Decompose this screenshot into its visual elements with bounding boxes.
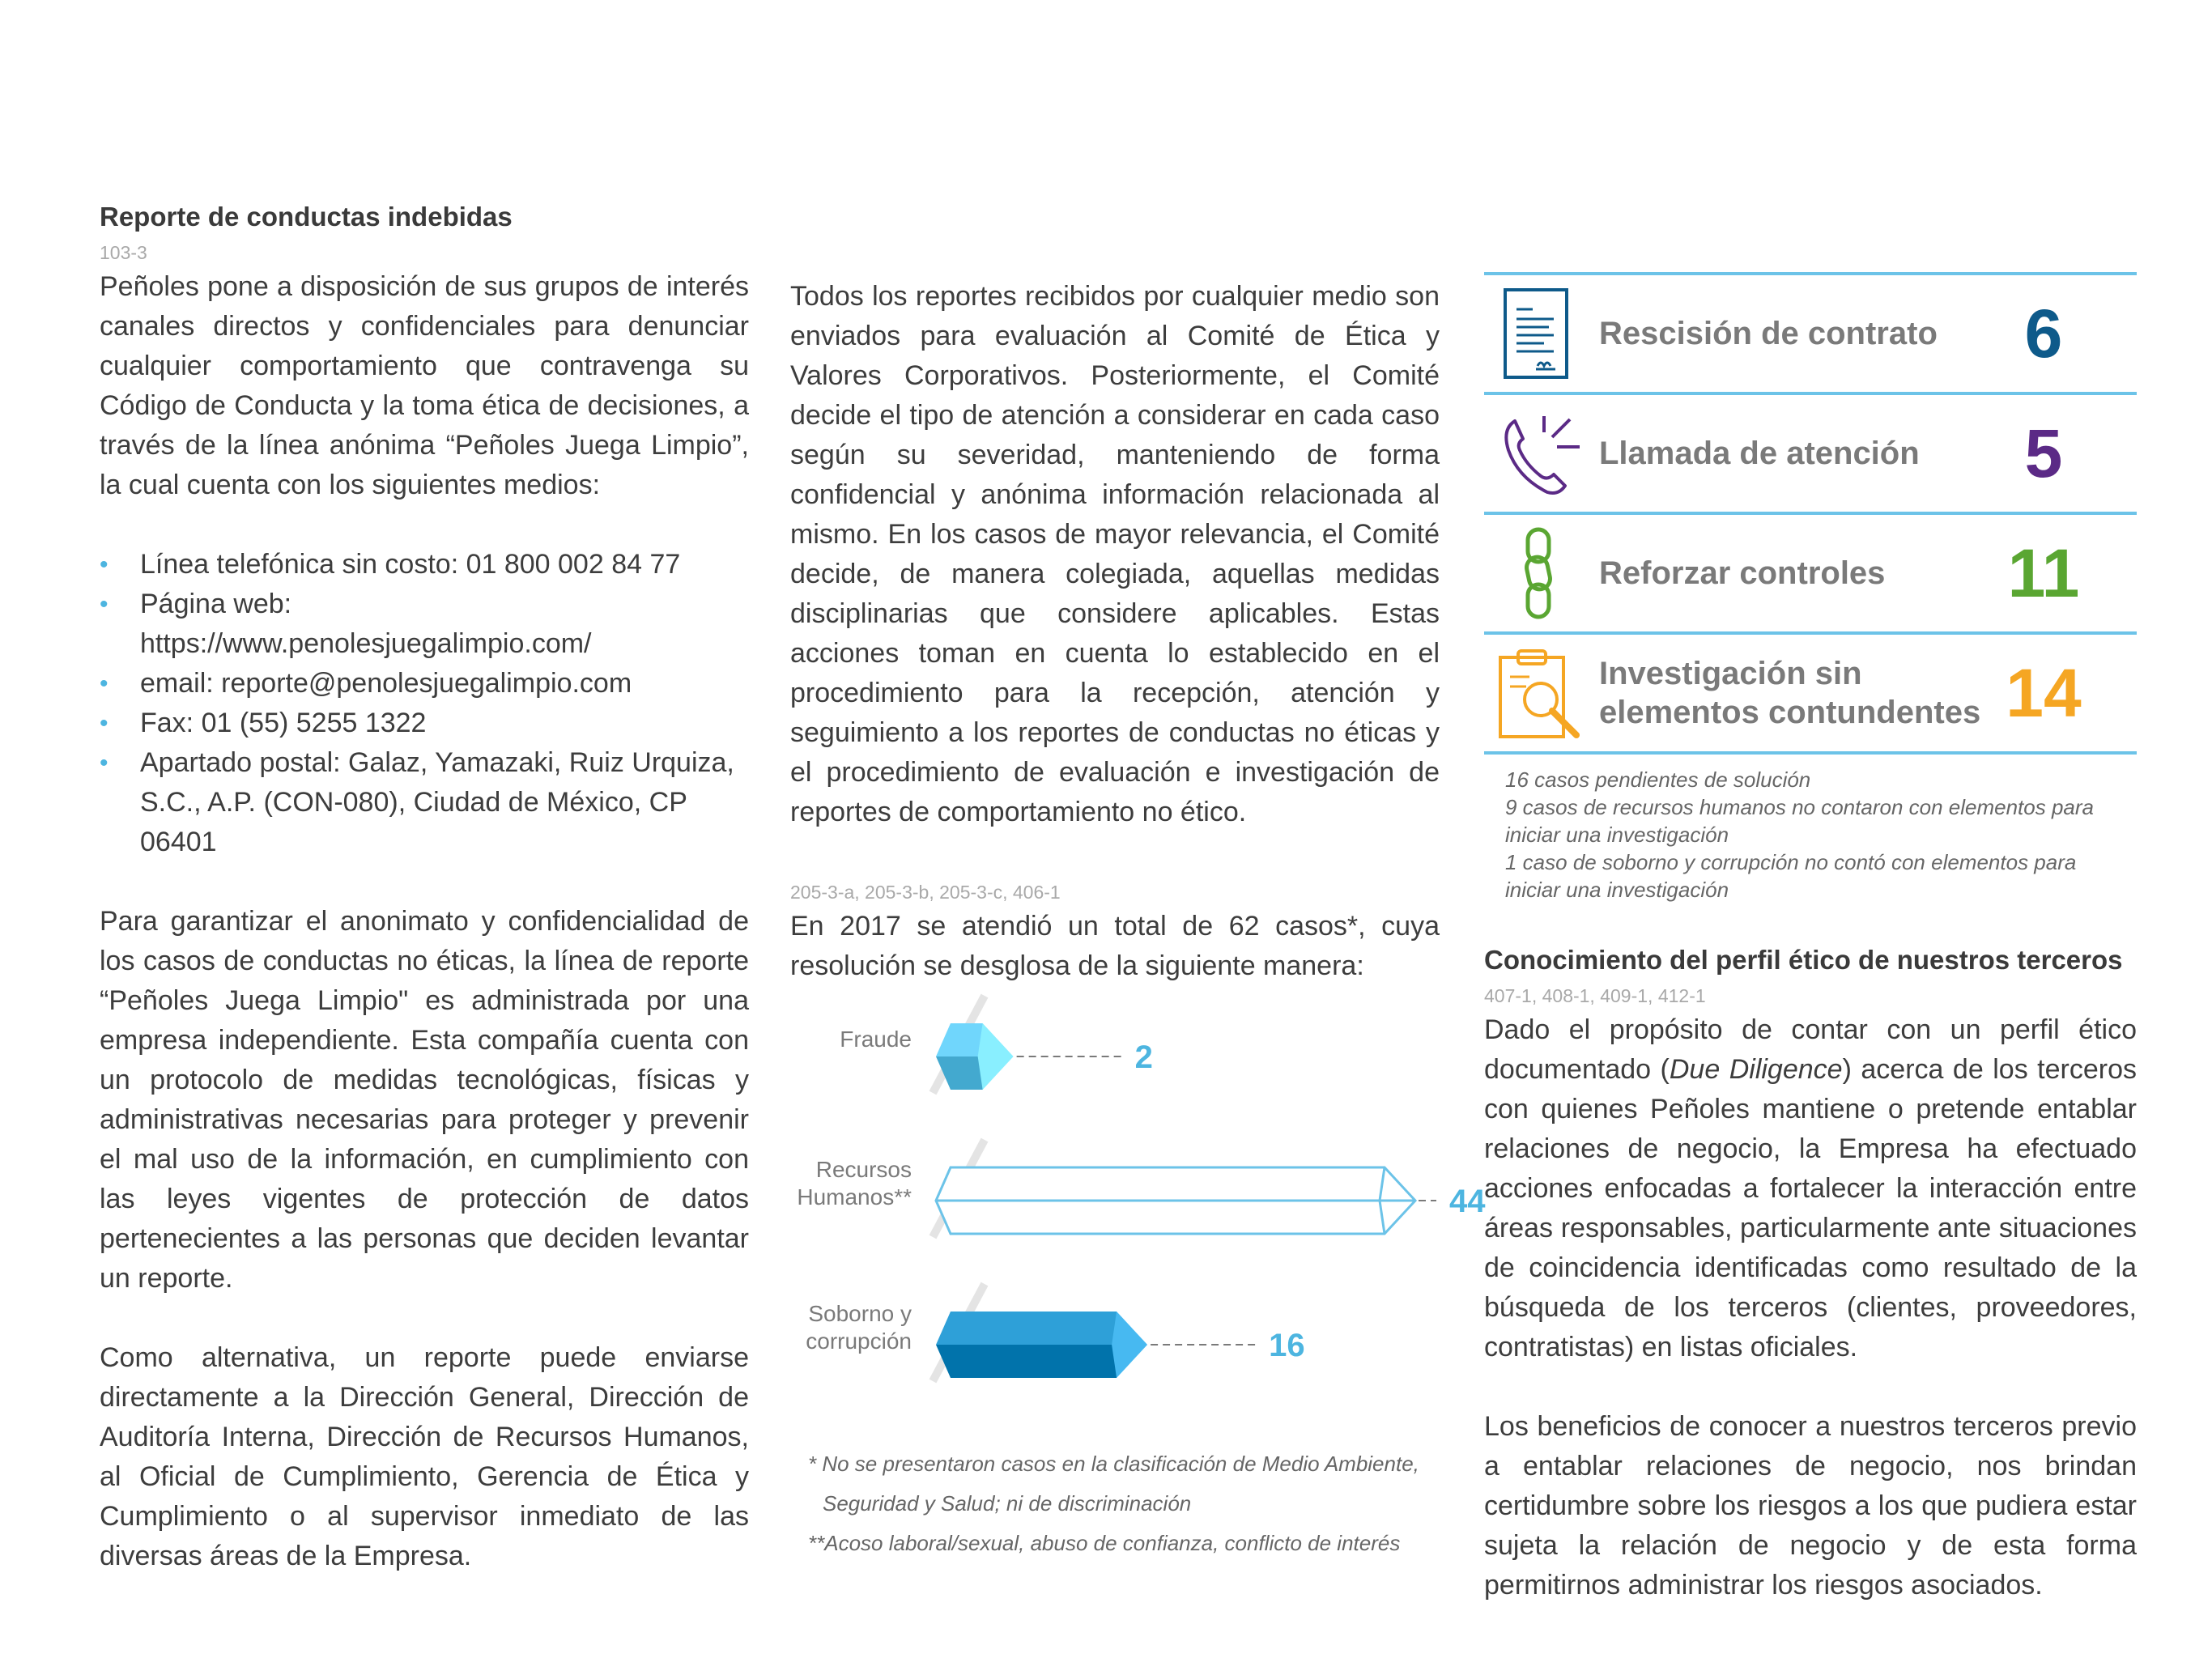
cases-chart (790, 991, 1486, 1444)
value-label: 16 (1269, 1328, 1305, 1363)
bar-tip (978, 1023, 1014, 1090)
column-middle (790, 277, 1486, 1563)
clipboard-magnifier-icon (1491, 644, 1588, 742)
footnote: Seguridad y Salud; ni de discriminación (823, 1491, 1192, 1516)
cases-chart-svg (790, 991, 1486, 1444)
contract-document-icon (1491, 285, 1588, 382)
outcome-row (1484, 395, 2137, 515)
outcome-count: 11 (2007, 534, 2080, 611)
category-label: Fraude (840, 1027, 912, 1052)
list-item: • Página web: https://www.penolesjuegalimpio.com/ (100, 585, 749, 664)
footnote: * No se presentaron casos en la clasificación de Medio Ambiente, (808, 1452, 1419, 1476)
section-heading: Reporte de conductas indebidas (100, 202, 513, 232)
value-label: 2 (1134, 1039, 1153, 1075)
footnote: **Acoso laboral/sexual, abuso de confianza, conflicto de interés (808, 1531, 1401, 1555)
list-item: • Fax: 01 (55) 5255 1322 (100, 704, 749, 743)
outcome-count: 14 (2006, 654, 2082, 731)
gri-tag: 205-3-a, 205-3-b, 205-3-c, 406-1 (790, 882, 1061, 903)
intro-paragraph: Peñoles pone a disposición de sus grupos de interés canales directos y confidenciales para denunciar cualquier comportamiento que contravenga su Código de Conducta y la toma ética de decisiones, a través de la línea anónima “Peñoles Juega Limpio”, la cual cuenta con los siguientes medios: (100, 271, 749, 500)
alternative-paragraph: Como alternativa, un reporte puede enviarse directamente a la Dirección General, Dirección de Auditoría Interna, Dirección de Recursos Humanos, al Oficial de Cumplimiento, Gerencia de Ética y Cumplimiento o al supervisor inmediato de las diversas áreas de la Empresa. (100, 1342, 749, 1571)
gri-tag: 407-1, 408-1, 409-1, 412-1 (1484, 985, 1706, 1006)
note: 1 caso de soborno y corrupción no contó con elementos para iniciar una investigación (1505, 850, 2077, 902)
outcome-count: 5 (2024, 414, 2063, 491)
category-label: Humanos** (797, 1184, 912, 1209)
outcome-label: Reforzar controles (1599, 555, 1886, 591)
category-label: Soborno y (808, 1301, 912, 1326)
committee-paragraph: Todos los reportes recibidos por cualquier medio son enviados para evaluación al Comité de Ética y Valores Corporativos. Posteriormente, el Comité decide el tipo de atención a considerar en cada caso según su severidad, manteniendo de forma confidencial y anónima información relacionada al mismo. En los casos de mayor relevancia, el Comité decide, de manera colegiada, aquellas medidas disciplinarias que considere aplicables. Estas acciones toman en cuenta lo establecido en el procedimiento para la recepción, atención y seguimiento a los reportes de conductas no éticas y el procedimiento de evaluación e investigación de reportes de comportamiento no ético. (790, 281, 1440, 827)
bar-top-face (936, 1312, 1117, 1345)
chart-footnotes (790, 1444, 1440, 1563)
outcome-label: Investigación sin elementos contundentes (1599, 656, 1981, 730)
list-item: • email: reporte@penolesjuegalimpio.com (100, 664, 749, 704)
bullet-icon: • (100, 670, 108, 697)
category-label: Recursos (815, 1157, 912, 1182)
outcome-row (1484, 275, 2137, 395)
bullet-icon: • (100, 750, 108, 776)
outcome-count: 6 (2024, 295, 2063, 372)
outcome-label: Rescisión de contrato (1599, 316, 1938, 351)
anonymity-paragraph: Para garantizar el anonimato y confidencialidad de los casos de conductas no éticas, la línea de reporte “Peñoles Juega Limpio" es administrada por una empresa independiente. Esta compañía cuenta con un protocolo de medidas tecnológicas, físicas y administrativas necesarias para proteger y prevenir el mal uso de la información, en cumplimiento con las leyes vigentes de protección de datos pertenecientes a las personas que deciden levantar un reporte. (100, 906, 749, 1294)
note: 16 casos pendientes de solución (1505, 767, 1811, 792)
outcome-row (1484, 635, 2137, 755)
outcomes-table (1484, 272, 2137, 755)
bar-tip (1112, 1312, 1147, 1378)
chain-link-icon (1491, 525, 1588, 622)
outcome-row (1484, 515, 2137, 635)
bullet-icon: • (100, 710, 108, 737)
category-label: corrupción (806, 1329, 912, 1354)
value-label: 44 (1449, 1184, 1486, 1219)
due-diligence-term: Due Diligence (1669, 1054, 1843, 1085)
phone-call-icon (1491, 405, 1588, 502)
list-item: • Línea telefónica sin costo: 01 800 002 84 77 (100, 545, 749, 585)
channel-list (100, 545, 749, 862)
due-diligence-paragraph: Dado el propósito de contar con un perfil ético documentado (Due Diligence) acerca de los terceros con quienes Peñoles mantiene o pretende entablar relaciones de negocio, la Empresa ha efectuado acciones enfocadas a fortalecer la interacción entre áreas responsables, particularmente ante situaciones de coincidencia identificadas como resultado de la búsqueda de los terceros (clientes, proveedores, contratistas) en listas oficiales. (1484, 1014, 2138, 1363)
benefits-paragraph: Los beneficios de conocer a nuestros terceros previo a entablar relaciones de negocio, nos brindan certidumbre sobre los riesgos a los que pudiera estar sujeta la relación de negocio y de esta forma permitirnos administrar los riesgos asociados. (1484, 1411, 2137, 1601)
cases-paragraph: En 2017 se atendió un total de 62 casos*, cuya resolución se desglosa de la siguiente manera: (790, 911, 1440, 981)
column-right (1484, 272, 2137, 1605)
outcome-notes (1484, 766, 2137, 903)
outcome-label: Llamada de atención (1599, 436, 1920, 471)
section-heading: Conocimiento del perfil ético de nuestros terceros (1484, 945, 2123, 975)
note: 9 casos de recursos humanos no contaron con elementos para iniciar una investigación (1505, 795, 2094, 847)
bullet-icon: • (100, 551, 108, 578)
bar-bottom-face (936, 1345, 1117, 1378)
column-left (100, 196, 749, 1576)
bullet-icon: • (100, 591, 108, 618)
list-item: • Apartado postal: Galaz, Yamazaki, Ruiz Urquiza, S.C., A.P. (CON-080), Ciudad de México, CP 06401 (100, 743, 749, 862)
bar-top-face (936, 1023, 983, 1056)
gri-tag: 103-3 (100, 242, 147, 263)
